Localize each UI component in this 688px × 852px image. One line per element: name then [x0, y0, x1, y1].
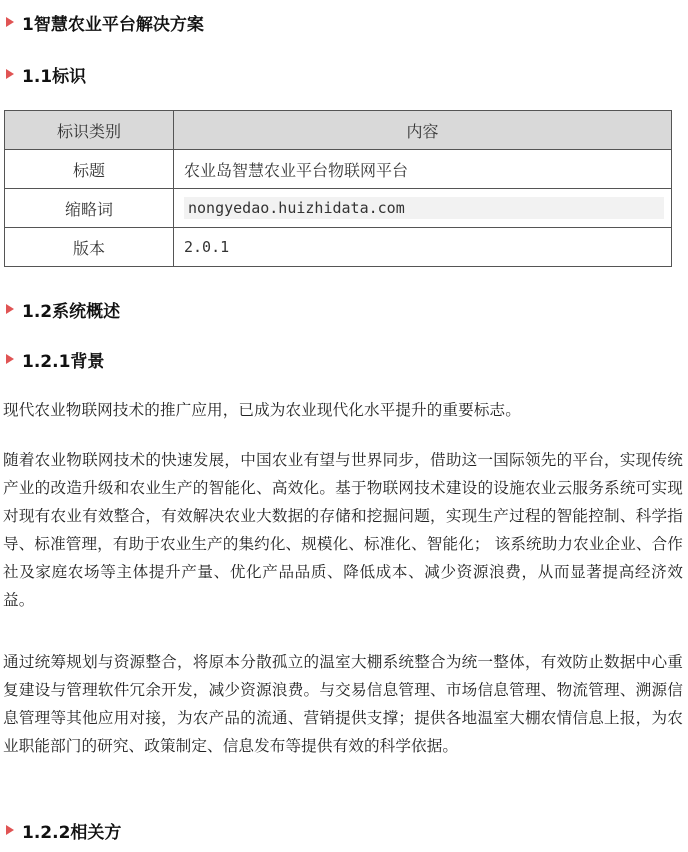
- heading-identification: [6, 62, 86, 86]
- heading-text: 1.2.1背景: [22, 351, 105, 372]
- heading-stakeholders: [6, 818, 121, 842]
- heading-solution: [6, 10, 204, 34]
- arrow-bullet-icon: [6, 69, 14, 79]
- arrow-bullet-icon: [6, 304, 14, 314]
- paragraph-development: 随着农业物联网技术的快速发展，中国农业有望与世界同步，借助这一国际领先的平台，实现传统产业的改造升级和农业生产的智能化、高效化。基于物联网技术建设的设施农业云服务系统可实现对现有农业有效整合，有效解决农业大数据的存储和挖掘问题，实现生产过程的智能控制、科学指导、标准管理，有助于农业生产的集约化、规模化、标准化、智能化； 该系统助力农业企业、合作社及家庭农场等主体提升产量、优化产品品质、降低成本、减少资源浪费，从而显著提高经济效益。: [3, 451, 683, 609]
- table-row: [5, 228, 672, 267]
- paragraph-integration: 通过统筹规划与资源整合，将原本分散孤立的温室大棚系统整合为统一整体，有效防止数据中心重复建设与管理软件冗余开发，减少资源浪费。与交易信息管理、市场信息管理、物流管理、溯源信息管理等其他应用对接，为农产品的流通、营销提供支撑；提供各地温室大棚农情信息上报，为农业职能部门的研究、政策制定、信息发布等提供有效的科学依据。: [3, 653, 683, 755]
- paragraph-intro: 现代农业物联网技术的推广应用，已成为农业现代化水平提升的重要标志。: [3, 401, 521, 419]
- arrow-bullet-icon: [6, 354, 14, 364]
- heading-text: 1.1标识: [22, 66, 87, 87]
- table-cell-label: 标题: [5, 150, 174, 189]
- table-header-row: [5, 111, 672, 150]
- table-row: [5, 150, 672, 189]
- table-row: [5, 189, 672, 228]
- heading-overview: [6, 297, 120, 321]
- arrow-bullet-icon: [6, 825, 14, 835]
- heading-text: 1.2系统概述: [22, 301, 121, 322]
- arrow-bullet-icon: [6, 17, 14, 27]
- heading-background: [6, 347, 104, 371]
- table-cell-value: 2.0.1: [174, 228, 672, 267]
- heading-text: 1智慧农业平台解决方案: [22, 14, 204, 35]
- table-cell-value: 农业岛智慧农业平台物联网平台: [174, 150, 672, 189]
- table-cell-label: 缩略词: [5, 189, 174, 228]
- table-header-content: 内容: [174, 111, 672, 150]
- heading-text: 1.2.2相关方: [22, 822, 122, 843]
- table-header-category: 标识类别: [5, 111, 174, 150]
- abbreviation-url: nongyedao.huizhidata.com: [184, 197, 664, 219]
- identification-table: [4, 110, 672, 267]
- table-cell-value: [174, 189, 672, 228]
- table-cell-label: 版本: [5, 228, 174, 267]
